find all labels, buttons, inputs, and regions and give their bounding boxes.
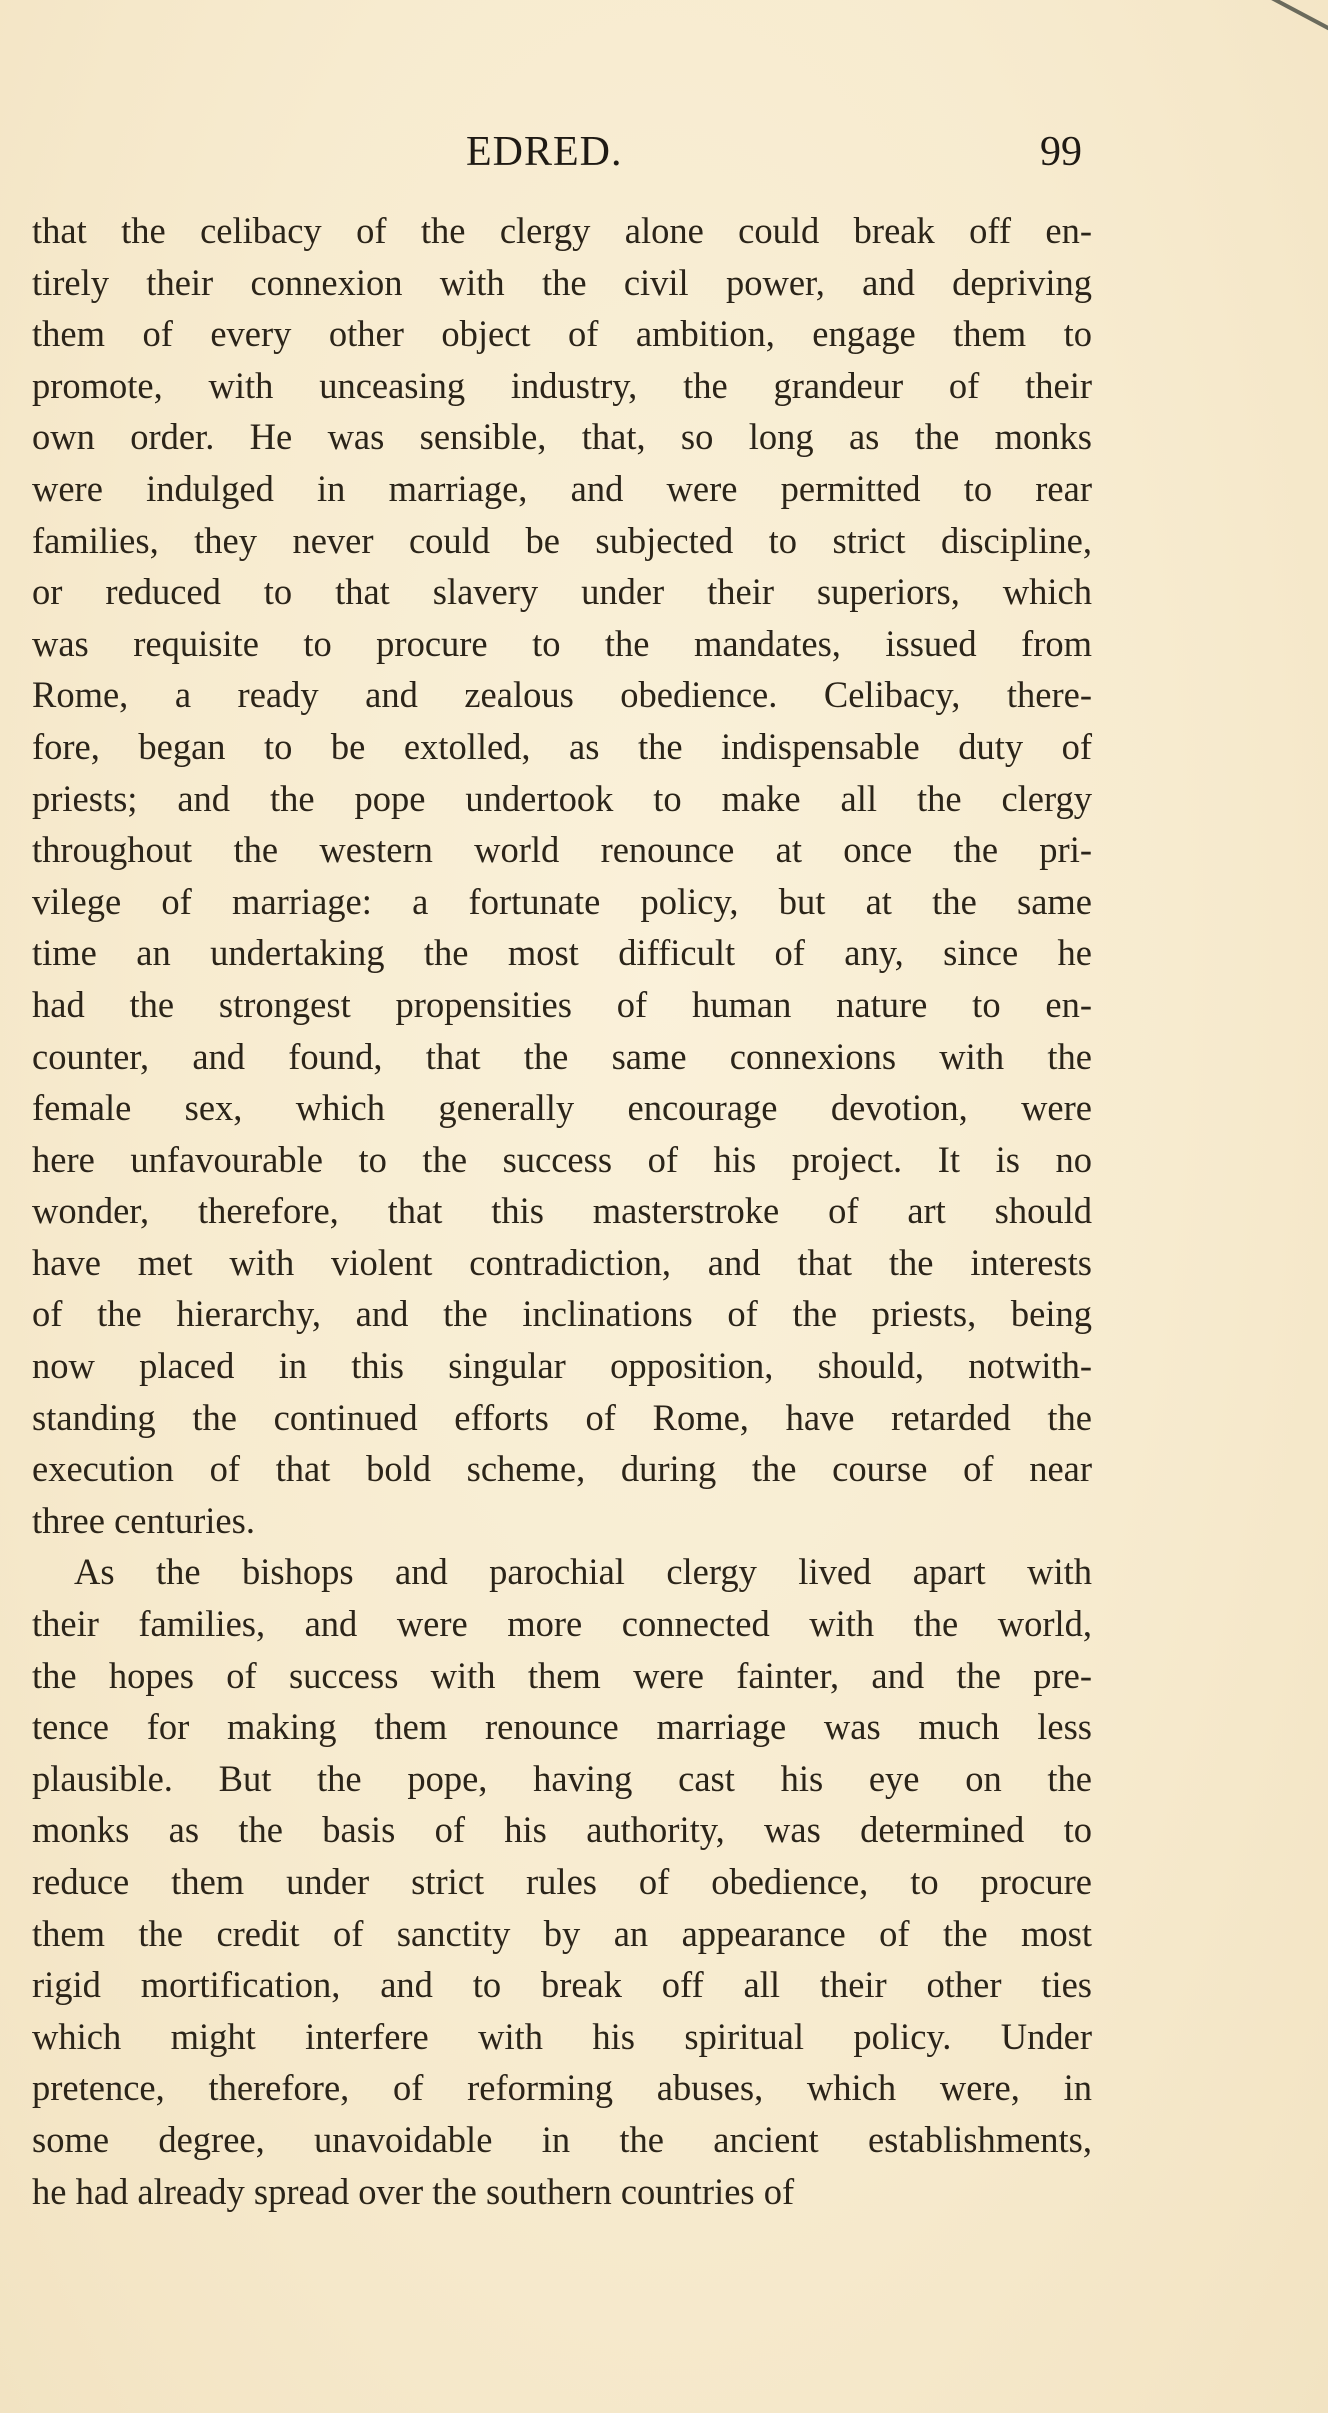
text-line: here unfavourable to the success of his project. It is no <box>32 1138 1092 1180</box>
text-line: them of every other object of ambition, engage them to <box>32 313 1092 355</box>
text-line: plausible. But the pope, having cast his eye on the <box>32 1757 1092 1799</box>
body-text <box>32 205 1092 2217</box>
text-line: female sex, which generally encourage devotion, were <box>32 1087 1092 1129</box>
running-header <box>0 128 1328 188</box>
text-line: time an undertaking the most difficult of any, since he <box>32 932 1092 974</box>
text-line: the hopes of success with them were fainter, and the pre- <box>32 1654 1092 1696</box>
text-line: that the celibacy of the clergy alone could break off en- <box>32 210 1092 251</box>
text-line: pretence, therefore, of reforming abuses, which were, in <box>32 2067 1092 2109</box>
text-line: their families, and were more connected with the world, <box>32 1603 1092 1645</box>
text-line: promote, with unceasing industry, the grandeur of their <box>32 364 1092 406</box>
text-line: priests; and the pope undertook to make all the clergy <box>32 777 1092 819</box>
text-line: which might interfere with his spiritual policy. Under <box>32 2015 1092 2057</box>
text-line: them the credit of sanctity by an appearance of the most <box>32 1912 1092 1954</box>
text-line: execution of that bold scheme, during the course of near <box>32 1448 1092 1490</box>
text-line: counter, and found, that the same connexions with the <box>32 1035 1092 1077</box>
text-line: vilege of marriage: a fortunate policy, but at the same <box>32 880 1092 922</box>
text-line: throughout the western world renounce at once the pri- <box>32 829 1092 871</box>
text-line: were indulged in marriage, and were permitted to rear <box>32 467 1092 509</box>
text-line: rigid mortification, and to break off all their other ties <box>32 1964 1092 2006</box>
text-line: tirely their connexion with the civil power, and depriving <box>32 261 1092 303</box>
text-line: As the bishops and parochial clergy lived apart with <box>74 1551 1092 1593</box>
text-line: some degree, unavoidable in the ancient establishments, <box>32 2118 1092 2160</box>
page-number: 99 <box>1040 129 1082 175</box>
text-line: tence for making them renounce marriage was much less <box>32 1706 1092 1748</box>
text-line: was requisite to procure to the mandates, issued from <box>32 622 1092 664</box>
text-line: Rome, a ready and zealous obedience. Celibacy, there- <box>32 674 1092 716</box>
text-line: had the strongest propensities of human nature to en- <box>32 983 1092 1025</box>
text-line: families, they never could be subjected to strict discipline, <box>32 519 1092 561</box>
text-line: he had already spread over the southern countries of <box>32 2170 795 2212</box>
text-line: have met with violent contradiction, and that the interests <box>32 1241 1092 1283</box>
page-corner-mark <box>1268 0 1328 40</box>
text-line: three centuries. <box>32 1499 255 1541</box>
text-line: monks as the basis of his authority, was determined to <box>32 1809 1092 1851</box>
paragraph <box>32 205 1092 1546</box>
text-line: fore, began to be extolled, as the indispensable duty of <box>32 725 1092 767</box>
paragraph <box>32 1546 1092 2217</box>
text-line: reduce them under strict rules of obedience, to procure <box>32 1861 1092 1902</box>
text-line: now placed in this singular opposition, should, notwith- <box>32 1345 1092 1387</box>
running-title: EDRED. <box>466 129 623 175</box>
text-line: wonder, therefore, that this masterstroke of art should <box>32 1190 1092 1232</box>
text-line: own order. He was sensible, that, so long as the monks <box>32 416 1092 458</box>
text-line: standing the continued efforts of Rome, have retarded the <box>32 1396 1092 1438</box>
text-line: or reduced to that slavery under their superiors, which <box>32 571 1092 613</box>
text-line: of the hierarchy, and the inclinations of the priests, being <box>32 1293 1092 1335</box>
